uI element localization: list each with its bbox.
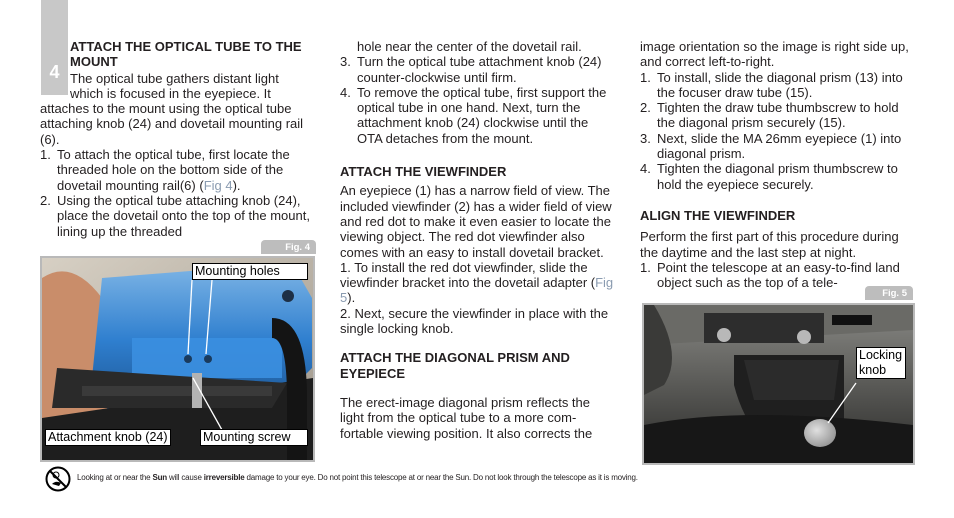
step-number: 3.: [640, 130, 651, 146]
optical-tube-para-line1: The optical tube gathers distant light: [70, 70, 279, 86]
step-text: To remove the optical tube, first support the optical tube in one hand. Next, turn the attachment knob (24) clockwise until the OTA detaches from the mount.: [357, 84, 607, 146]
section-heading-align-viewfinder: ALIGN THE VIEWFINDER: [640, 207, 796, 223]
no-sun-warning-icon: [45, 466, 71, 492]
step-number: 2.: [640, 100, 651, 116]
step-text: Using the optical tube attaching knob (24), place the dovetail onto the top of the mount, lining up the threaded: [57, 192, 310, 239]
step-text: Turn the optical tube attachment knob (24) counter-clockwise until firm.: [357, 54, 602, 85]
step-text: Point the telescope at an easy-to-find land object such as the top of a tele-: [657, 259, 900, 291]
viewfinder-step1-text: 1. To install the red dot viewfinder, slide the viewfinder bracket into the dovetail adapter (: [340, 259, 596, 291]
prism-steps: [640, 70, 915, 192]
list-item: [340, 85, 615, 146]
fig5-illustration: [644, 305, 913, 463]
section-heading-optical-tube: ATTACH THE OPTICAL TUBE TO THE MOUNT: [70, 39, 302, 70]
fig5-photo: [642, 303, 915, 465]
sun-warning-footer: [45, 465, 905, 495]
list-item: [40, 193, 320, 239]
step-number: 1.: [640, 69, 651, 85]
fig5-label-tab: [865, 286, 913, 300]
step-text: Tighten the diagonal prism thumbscrew to hold the eyepiece securely.: [657, 161, 898, 192]
viewfinder-step2: 2. Next, secure the viewfinder in place with the single locking knob.: [340, 305, 609, 337]
list-item: [640, 100, 915, 131]
step-number: 3.: [340, 54, 351, 70]
step-number: 1.: [640, 259, 651, 275]
fig4-callout-mounting-holes: Mounting holes: [192, 263, 308, 280]
list-item: [340, 54, 615, 85]
step-text: Next, slide the MA 26mm eyepiece (1) into diagonal prism.: [657, 130, 902, 162]
column-1: [40, 39, 320, 239]
diagonal-prism-para: The erect-image diagonal prism reflects the light from the optical tube to a more com-fortable viewing position. It also corrects the: [340, 394, 593, 441]
fig4-callout-attachment-knob: Attachment knob (24): [45, 429, 171, 446]
optical-tube-para-rest: attaches to the mount using the optical tube attaching knob (24) and dovetail mounting rail (6).: [40, 101, 304, 147]
viewfinder-step1-end: ).: [347, 290, 356, 306]
step-text: To install, slide the diagonal prism (13) into the focuser draw tube (15).: [657, 69, 903, 100]
step-number: 2.: [40, 192, 51, 208]
warning-part-c: damage to your eye. Do not point this telescope at or near the Sun. Do not look through the telescope as it is moving.: [244, 473, 638, 482]
list-item: [640, 131, 915, 162]
fig5-reference-link[interactable]: Fig 5: [340, 275, 614, 306]
step2-continuation: hole near the center of the dovetail rail.: [357, 39, 582, 54]
fig5-callout-line1: Locking: [859, 348, 903, 362]
warning-part-b: will cause: [166, 473, 204, 482]
list-item: [40, 147, 320, 193]
page-number: 4: [49, 62, 60, 82]
warning-sun: Sun: [152, 473, 167, 482]
fig5-callout-line2: knob: [859, 363, 887, 377]
viewfinder-step1: [340, 260, 615, 306]
step-text: Tighten the draw tube thumbscrew to hold the diagonal prism securely (15).: [657, 100, 899, 131]
list-item: [640, 161, 915, 192]
column-3: [640, 39, 915, 290]
step-number: 4.: [340, 84, 351, 100]
section-heading-viewfinder: ATTACH THE VIEWFINDER: [340, 164, 507, 180]
step-text: To attach the optical tube, first locate the threaded hole on the bottom side of the dovetail mounting rail(6) (: [57, 147, 290, 193]
viewfinder-para: An eyepiece (1) has a narrow field of view. The included viewfinder (2) has a wider field of view and red dot to make it even easier to locate the viewing object. The red dot viewfinder also comes with an easy to install dovetail bracket.: [340, 183, 612, 260]
step-number: 4.: [640, 161, 651, 177]
optical-tube-para-line2: which is focused in the eyepiece. It: [70, 85, 271, 101]
warning-part-a: Looking at or near the: [77, 473, 153, 482]
fig5-callout-locking-knob: [856, 347, 906, 379]
fig4-label-tab: [261, 240, 316, 254]
fig5-label: Fig. 5: [882, 288, 907, 299]
fig4-callout-mounting-screw: Mounting screw: [200, 429, 308, 446]
optical-tube-steps-cont: [340, 54, 615, 146]
step-number: 1.: [40, 147, 51, 163]
fig4-label: Fig. 4: [285, 242, 310, 253]
align-para: Perform the first part of this procedure during the daytime and the last step at night.: [640, 229, 899, 260]
sun-warning-text: [77, 473, 638, 482]
fig4-reference-link[interactable]: Fig 4: [203, 177, 233, 193]
list-item: [640, 70, 915, 101]
step-text-end: ).: [232, 177, 241, 193]
warning-irreversible: irreversible: [203, 473, 245, 482]
column-2: [340, 39, 615, 441]
optical-tube-steps: [40, 147, 320, 239]
fig4-photo: [40, 256, 315, 462]
section-heading-diagonal-prism: ATTACH THE DIAGONAL PRISM AND EYEPIECE: [340, 350, 570, 381]
prism-continuation: image orientation so the image is right side up, and correct left-to-right.: [640, 39, 909, 70]
